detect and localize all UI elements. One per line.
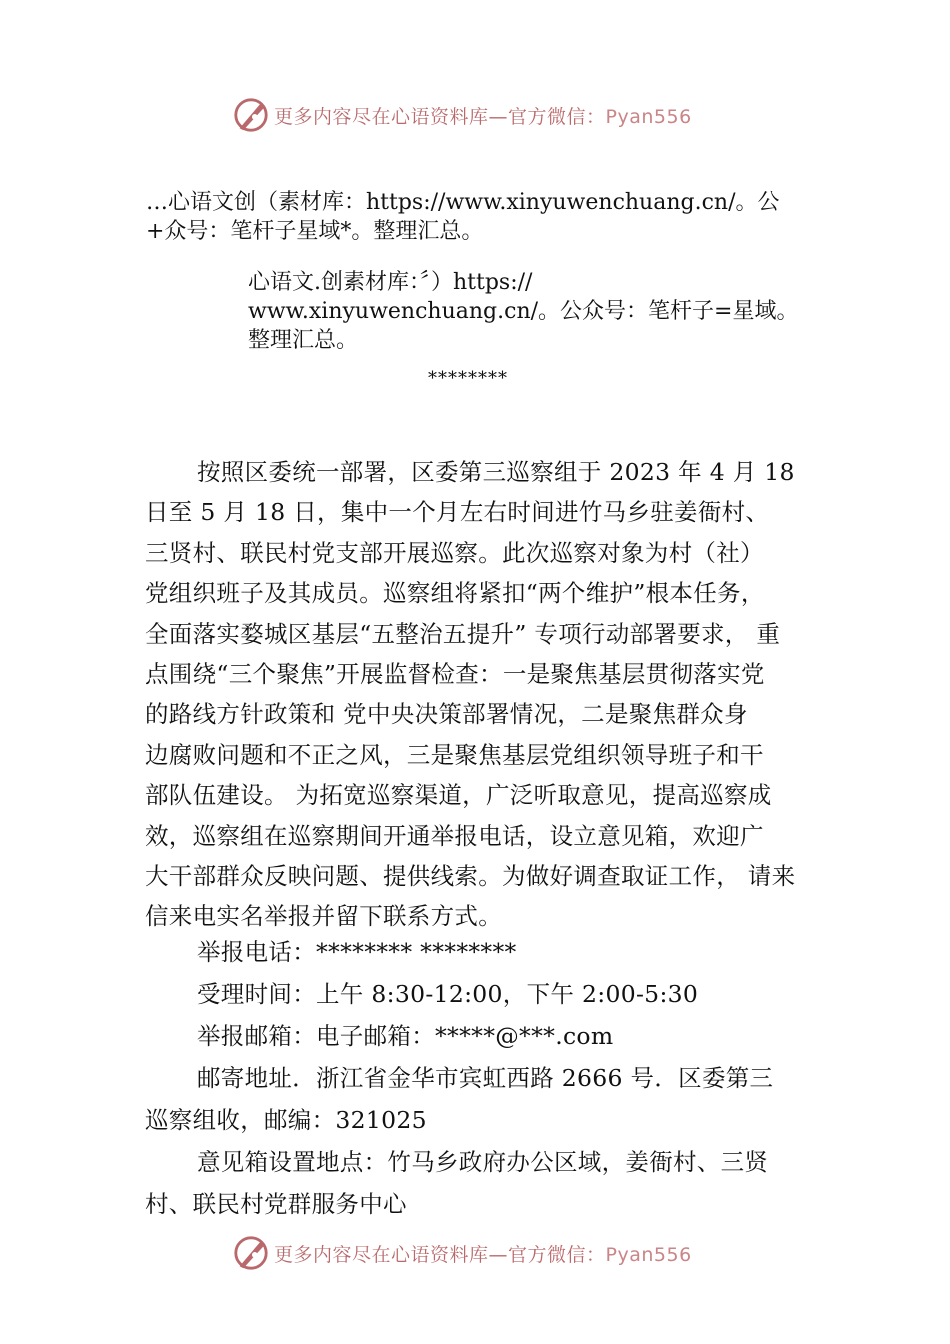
source-note-2 [248,268,838,355]
watermark-text: 更多内容尽在心语资料库—官方微信：Pyan556 [274,105,692,128]
paragraph-line: 点围绕“三个聚焦”开展监督检查：一是聚焦基层贯彻落实党 [145,660,765,689]
mailing-address-cont: 巡察组收，邮编：321025 [145,1106,427,1134]
office-hours: 受理时间：上午 8:30-12:00，下午 2:00-5:30 [197,980,699,1008]
mailing-address: 邮寄地址．浙江省金华市宾虹西路 2666 号．区委第三 [197,1064,774,1092]
paragraph-line: 党组织班子及其成员。巡察组将紧扣“两个维护”根本任务， [145,579,765,608]
report-email: 举报邮箱：电子邮箱：*****@***.com [197,1022,614,1050]
watermark-banner-bottom [232,1233,692,1273]
suggestion-box-location-cont: 村、联民村党群服务中心 [145,1190,407,1218]
paragraph-line: 边腐败问题和不正之风，三是聚焦基层党组织领导班子和干 [145,740,764,769]
pen-logo-icon [232,1234,270,1272]
source-note-line: +众号：笔杆子星域*。整理汇总。 [146,219,484,244]
paragraph-line: 部队伍建设。 为拓宽巡察渠道，广泛听取意见，提高巡察成 [145,781,772,810]
source-note-line: …心语文创（素材库：https://www.xinyuwenchuang.cn/。公 [146,190,780,215]
watermark-text: 更多内容尽在心语资料库—官方微信：Pyan556 [274,1243,692,1266]
source-note-2-line: 心语文.创素材库：〞）https:// [248,270,533,295]
contact-info [145,931,825,1225]
paragraph-line: 大干部群众反映问题、提供线索。为做好调查取证工作， 请来 [145,862,796,891]
paragraph-line: 效，巡察组在巡察期间开通举报电话，设立意见箱，欢迎广 [145,821,764,850]
separator-stars: ******** [428,368,508,389]
paragraph-line: 三贤村、联民村党支部开展巡察。此次巡察对象为村（社） [145,538,764,567]
watermark-banner-top [232,95,692,135]
paragraph-line: 信来电实名举报并留下联系方式。 [145,902,502,931]
paragraph-line: 日至 5 月 18 日，集中一个月左右时间进竹马乡驻姜衙村、 [145,498,770,527]
suggestion-box-location: 意见箱设置地点：竹马乡政府办公区域，姜衙村、三贤 [197,1148,769,1176]
paragraph-line: 全面落实婺城区基层“五整治五提升” 专项行动部署要求， 重 [145,619,781,648]
source-note [146,188,836,246]
main-paragraph [145,452,825,937]
source-note-2-line: www.xinyuwenchuang.cn/。公众号：笔杆子=星域。 [248,299,799,324]
source-note-2-line: 整理汇总。 [248,328,359,353]
pen-logo-icon [232,96,270,134]
paragraph-line: 按照区委统一部署，区委第三巡察组于 2023 年 4 月 18 [197,458,795,486]
paragraph-line: 的路线方针政策和 党中央决策部署情况，二是聚焦群众身 [145,700,748,729]
report-phone: 举报电话：******** ******** [197,938,517,966]
